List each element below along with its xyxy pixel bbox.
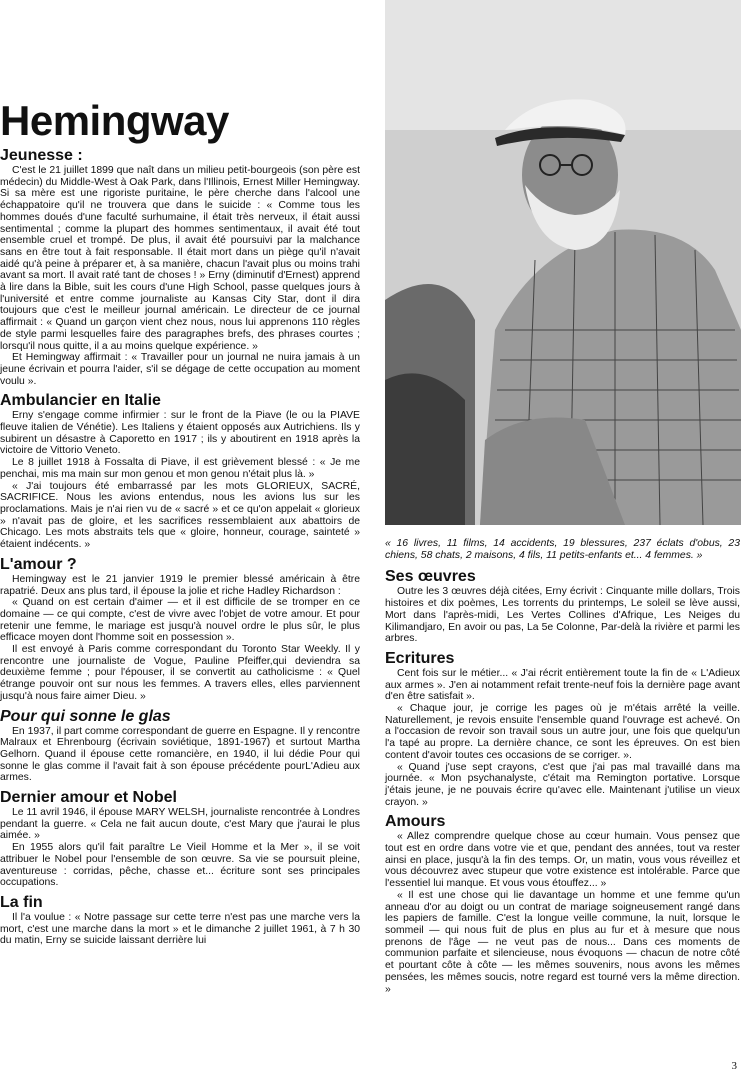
left-column <box>0 96 360 951</box>
paragraph: « Quand on est certain d'aimer — et il est difficile de se tromper en ce domaine — ce qui compte, c'est de vivre avec l'objet de votre amour. Et pour retenir une femme, le mariage est jusqu'à nouvel ordre le plus sûr, le plus efficace moyen dont l'homme soit en possession ». <box>0 597 360 644</box>
page-number: 3 <box>731 1060 737 1072</box>
paragraph: C'est le 21 juillet 1899 que naît dans un milieu petit-bourgeois (son père est médecin) du Middle-West à Oak Park, dans l'Illinois, Ernest Miller Hemingway. Si sa mère est une rigoriste puritaine, le père cherche dans l'alcool une échappatoire qu'il ne trouvera que dans le suicide : « Comme tous les hommes doués d'une faculté surhumaine, il était très nerveux, il était aussi sentimental ; comme la plupart des hommes sentimentaux, il avait été tout ensemble cruel et trompé. De plus, il avait été poursuivi par la malchance sans en être tout à fait responsable. Il était mort dans un piège qu'il n'avait aidé qu'à peine à préparer et, à sa manière, chacun l'avait plus ou moins trahi avant sa mort. Il avait raté tant de choses ! » Erny (diminutif d'Ernest) apprend à lire dans la Bible, suit les cours d'une High School, passe quelques jours à l'université et entre comme journaliste au Kansas City Star, dont il dira toujours que c'est le meilleur journal américain. Le directeur de ce journal affirmait : « Quand un garçon vient chez nous, nous lui apprenons 110 règles de style parmi lesquelles faire des paragraphes brefs, des phrases courtes ; lorsqu'il nous quitte, il a au moins quelque expérience. » <box>0 165 360 352</box>
section-jeunesse <box>0 146 360 387</box>
right-column <box>385 538 740 999</box>
paragraph: « Quand j'use sept crayons, c'est que j'ai pas mal travaillé dans ma journée. « Mon psychanalyste, c'était ma Remington portative. Lorsque j'étais jeune, je ne pouvais écrire qu'avec elle. Maintenant j'utilise un vieux crayon. » <box>385 761 740 808</box>
section-amours <box>385 812 740 995</box>
section-heading: Ambulancier en Italie <box>0 392 161 410</box>
section-ambulancier <box>0 391 360 550</box>
paragraph: Hemingway est le 21 janvier 1919 le premier blessé américain à être rapatrié. Deux ans plus tard, il épouse la jolie et riche Hadley Richardson : <box>0 573 360 597</box>
section-oeuvres <box>385 567 740 645</box>
paragraph: « Allez comprendre quelque chose au cœur humain. Vous pensez que tout est en ordre dans votre vie et que, pendant des années, tout va rester ainsi en place, jusqu'à la fin des temps. Or, un matin, vous vous réveillez et vous découvrez avec stupeur que votre existence est intolérable. Parce que l'essentiel lui manque. Et vous vous étouffez... » <box>385 831 740 890</box>
portrait-photo-icon <box>385 0 741 525</box>
section-heading: Ses œuvres <box>385 568 476 586</box>
section-heading: Pour qui sonne le glas <box>0 707 171 725</box>
section-ecritures <box>385 649 740 808</box>
section-fin <box>0 893 360 947</box>
hemingway-portrait-photo <box>385 0 741 525</box>
paragraph: Et Hemingway affirmait : « Travailler pour un journal ne nuira jamais à un jeune écrivain et pourra l'aider, s'il se dégage de cette occupation au moment voulu ». <box>0 352 360 387</box>
paragraph: « J'ai toujours été embarrassé par les mots GLORIEUX, SACRÉ, SACRIFICE. Nous les avions entendus, nous les avions lus sur les proclamations. Mais je n'ai rien vu de « sacré » et ce qu'on appelait « glorieux » n'avait pas de gloire, et les sacrifices ressemblaient aux abattoirs de Chicago. Les mots abstraits tels que « gloire, honneur, courage, sainteté » étaient indécents. » <box>0 480 360 551</box>
paragraph: En 1937, il part comme correspondant de guerre en Espagne. Il y rencontre Malraux et Ehrenbourg (écrivain soviétique, 1891-1967) et surtout Martha Gelhorn. Quand il épouse cette romancière, en 1940, il lui dédie Pour qui sonne le glas comme il l'avait fait à son épouse précédente pourL'Adieu aux armes. <box>0 725 360 784</box>
paragraph: « Chaque jour, je corrige les pages où je m'étais arrêté la veille. Naturellement, je revois ensuite l'ensemble quand l'ouvrage est achevé. On a l'occasion de revoir son travail sous un autre jour, une fois que quelqu'un l'a tapé au propre. La dernière chance, ce sont les épreuves. On est bien content d'avoir toutes ces occasions de se corriger. ». <box>385 703 740 761</box>
section-heading: La fin <box>0 893 43 911</box>
paragraph: Il l'a voulue : « Notre passage sur cette terre n'est pas une marche vers la mort, c'est une marche dans la mort » et le dimanche 2 juillet 1961, à 7 h 30 du matin, Erny se suicide laissant derrière lui <box>0 911 360 947</box>
section-heading: Jeunesse : <box>0 147 83 164</box>
paragraph: Le 11 avril 1946, il épouse MARY WELSH, journaliste rencontrée à Londres pendant la guerre. « Cela ne fait aucun doute, c'est Mary que j'aurai le plus aimée. » <box>0 807 360 842</box>
section-heading: Ecritures <box>385 649 455 667</box>
paragraph: Il est envoyé à Paris comme correspondant du Toronto Star Weekly. Il y rencontre une journaliste de Vogue, Pauline Pfeiffer,qui deviendra sa deuxième femme ; pour l'épouser, il se convertit au catholicisme : « Quel étrange pouvoir ont sur nous les femmes. A travers elles, elles parviennent jusqu'à nous faire aimer Dieu. » <box>0 644 360 702</box>
article-title: Hemingway <box>0 97 229 144</box>
paragraph: Erny s'engage comme infirmier : sur le front de la Piave (le ou la PIAVE fleuve italien de Vénétie). Les Italiens y étaient opposés aux Autrichiens. Ils y subirent un désastre à Caporetto en 1917 ; ils y aboutirent en 1918 après la victoire de Vittorio Veneto. <box>0 410 360 457</box>
section-nobel <box>0 788 360 889</box>
paragraph: Outre les 3 œuvres déjà citées, Erny écrivit : Cinquante mille dollars, Trois histoires et dix poèmes, Les torrents du printemps, Le soleil se lève aussi, Mort dans l'après-midi, Les Vertes Collines d'Afrique, Les Neiges du Kilimandjaro, En avoir ou pas, La 5e Colonne, Par-delà la rivière et parmi les arbres. <box>385 586 740 645</box>
section-amour <box>0 555 360 703</box>
section-glas <box>0 707 360 785</box>
section-heading: L'amour ? <box>0 555 77 573</box>
section-heading: Amours <box>385 813 446 831</box>
paragraph: En 1955 alors qu'il fait paraître Le Vieil Homme et la Mer », il se voit attribuer le Nobel pour l'ensemble de son œuvre. Sa vie se poursuit pleine, aventureuse : corridas, pêche, chasse et... écriture sont ses principales occupations. <box>0 842 360 889</box>
section-heading: Dernier amour et Nobel <box>0 789 177 807</box>
paragraph: Cent fois sur le métier... « J'ai récrit entièrement toute la fin de « L'Adieux aux armes ». J'en ai notamment refait trente-neuf fois la dernière page avant d'en être satisfait ». <box>385 667 740 703</box>
paragraph: Le 8 juillet 1918 à Fossalta di Piave, il est grièvement blessé : « Je me penchai, mis ma main sur mon genou et mon genou n'était plus là. » <box>0 457 360 480</box>
paragraph: « Il est une chose qui lie davantage un homme et une femme qu'un anneau d'or au doigt ou un contrat de mariage soigneusement rangé dans les papiers de famille. C'est la longue veille commune, la nuit, lorsque le sommeil — qui nous fuit de plus en plus au fur et à mesure que nous prenons de l'âge — ne veut pas de nous... Dans ces moments de communion parfaite et silencieuse, nous évoquons — chacun de notre côté et pourtant côte à côte — les mêmes souvenirs, nous avons les mêmes pensées, les mêmes soucis, notre regard est tourné vers la même direction. » <box>385 889 740 995</box>
photo-caption: « 16 livres, 11 films, 14 accidents, 19 blessures, 237 éclats d'obus, 23 chiens, 58 chats, 2 maisons, 4 fils, 11 petits-enfants et... 4 femmes. » <box>385 538 740 561</box>
